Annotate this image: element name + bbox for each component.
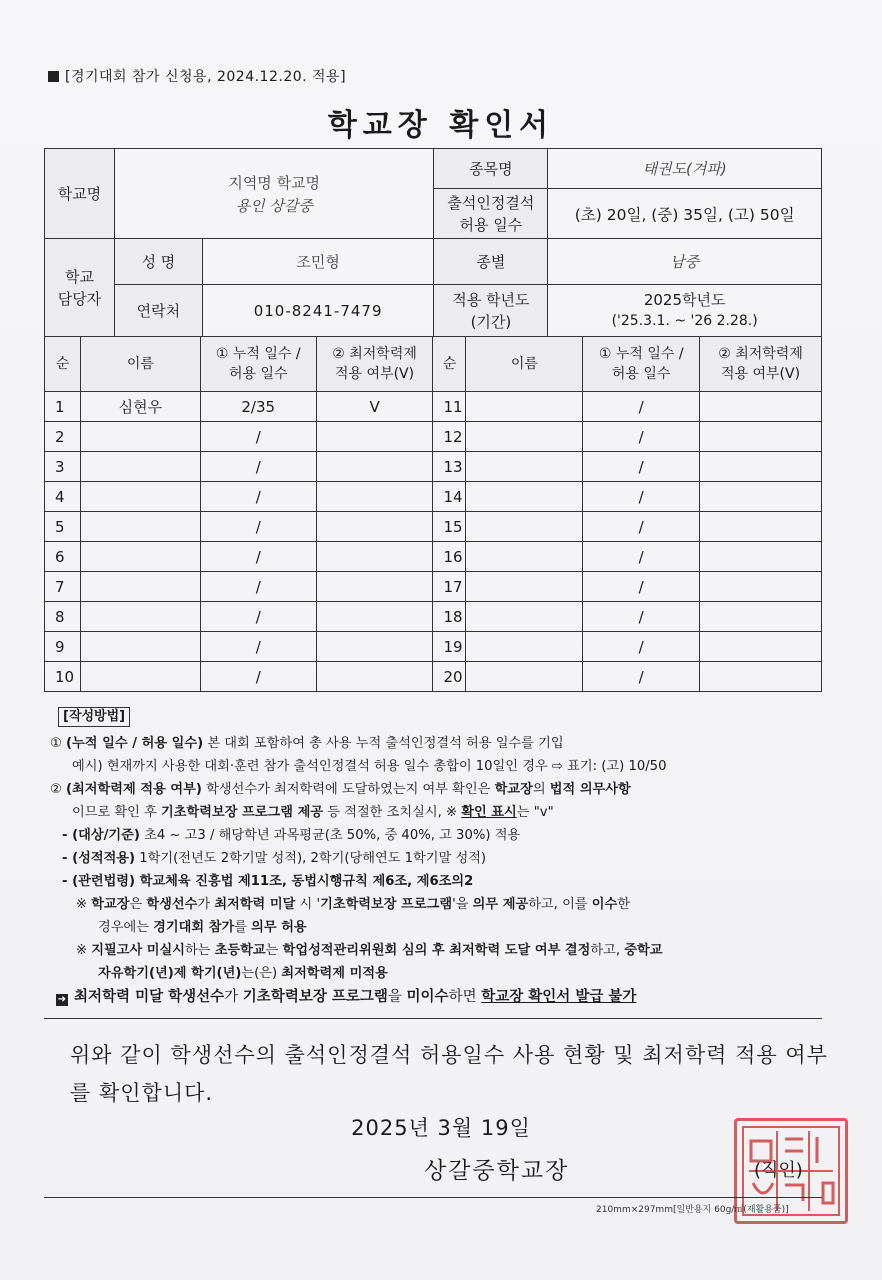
instr-l3-d: 법적 의무사항 (549, 782, 631, 797)
allowed-value: (초) 20일, (중) 35일, (고) 50일 (548, 189, 822, 239)
seal-note: (직인) (754, 1160, 803, 1181)
row-days: / (200, 452, 316, 482)
instr-l8-h: 기초학력보장 프로그램 (320, 897, 453, 912)
row-days: / (583, 452, 700, 482)
row-name: 심현우 (80, 392, 200, 422)
instr-line-4 (50, 801, 830, 824)
final-b: 가 (224, 989, 243, 1005)
row-name (466, 392, 583, 422)
instr-l8-g: 시 ' (295, 897, 321, 912)
instr-line-10 (50, 939, 830, 962)
row-name (80, 632, 200, 662)
name-value: 조민형 (202, 239, 434, 285)
col-name-left: 이름 (80, 337, 200, 392)
instr-line-3 (50, 778, 830, 801)
row-no: 9 (45, 632, 81, 662)
instr-line-2 (50, 755, 830, 778)
instr-line-9 (50, 916, 830, 939)
instr-l8-d: 학생선수 (146, 897, 198, 912)
table-row (45, 512, 822, 542)
row-days: / (200, 542, 316, 572)
row-name (466, 602, 583, 632)
instr-l4-c: 등 적절한 조치실시, ※ (323, 805, 462, 820)
instr-l5-bold: - (대상/기준) (62, 828, 140, 843)
top-note (48, 66, 346, 86)
row-min (700, 422, 822, 452)
row-no: 13 (433, 452, 466, 482)
row-min (316, 512, 433, 542)
instr-line-7 (50, 870, 830, 893)
row-no: 4 (45, 482, 81, 512)
row-name (80, 662, 200, 692)
row-name (466, 542, 583, 572)
year-label-2: (기간) (470, 312, 512, 331)
row-min (316, 632, 433, 662)
col-days-right-2: 허용 일수 (611, 366, 671, 382)
row-name (80, 452, 200, 482)
square-bullet-icon (48, 71, 59, 82)
instr-l9-d: 의무 허용 (251, 920, 307, 935)
year-value: 2025학년도 (643, 290, 726, 309)
table-row (45, 662, 822, 692)
col-min-right (700, 337, 822, 392)
row-name (80, 512, 200, 542)
table-row (45, 392, 822, 422)
col-min-left-1: ② 최저학력제 (332, 346, 417, 362)
confirm-statement: 위와 같이 학생선수의 출석인정결석 허용일수 사용 현황 및 최저학력 적용 여부를 확인합니다. (70, 1043, 828, 1105)
row-min (700, 662, 822, 692)
row-days: 2/35 (200, 392, 316, 422)
row-min (700, 392, 822, 422)
instr-l9-b: 경기대회 참가 (153, 920, 235, 935)
row-days: / (583, 542, 700, 572)
instr-l10-f: 학업성적관리위원회 심의 후 최저학력 도달 여부 결정 (282, 943, 591, 958)
instr-line-11 (50, 962, 830, 985)
instr-l10-h: 중학교 (624, 943, 663, 958)
school-value: 용인 상갈중 (235, 196, 313, 215)
instr-num-2: ② (50, 782, 62, 797)
instr-l2-text: 예시) 현재까지 사용한 대회·훈련 참가 출석인정결석 허용 일수 총합이 10일인 경우 ⇨ 표기: (고) 10/50 (72, 759, 667, 774)
row-name (466, 482, 583, 512)
instr-l8-k: 하고, 이를 (528, 897, 592, 912)
instr-line-1 (50, 732, 830, 755)
final-e: 미이수 (406, 989, 449, 1005)
teacher-label (45, 239, 115, 337)
instr-l10-c: 하는 (185, 943, 215, 958)
instr-line-5 (50, 824, 830, 847)
row-no: 2 (45, 422, 81, 452)
school-cell (114, 149, 434, 239)
allowed-label (434, 189, 548, 239)
col-name-right: 이름 (466, 337, 583, 392)
row-no: 18 (433, 602, 466, 632)
divider-top (44, 1018, 822, 1019)
col-min-right-1: ② 최저학력제 (718, 346, 803, 362)
table-row (45, 452, 822, 482)
signer-name: 상갈중학교장 (424, 1158, 570, 1184)
instr-l11-b: 는(은) (241, 966, 282, 981)
col-min-left-2: 적용 여부(V) (335, 366, 415, 382)
col-no-left: 순 (45, 337, 81, 392)
instr-l3-b: 학교장 (494, 782, 533, 797)
row-days: / (583, 392, 700, 422)
instructions-heading: [작성방법] (58, 707, 130, 727)
instr-l10-g: 하고, (590, 943, 625, 958)
instr-l8-e: 가 (197, 897, 215, 912)
allowed-label-2: 허용 일수 (459, 215, 523, 234)
row-name (466, 572, 583, 602)
row-days: / (200, 632, 316, 662)
row-name (466, 632, 583, 662)
paper-size-note: 210mm×297mm[일반용지 60g/㎡(재활용품)] (596, 1205, 789, 1215)
row-no: 20 (433, 662, 466, 692)
instr-l10-d: 초등학교 (214, 943, 266, 958)
instr-l3-bold: (최저학력제 적용 여부) (66, 782, 202, 797)
instr-l4-d: 확인 표시 (461, 805, 517, 820)
row-days: / (583, 572, 700, 602)
row-days: / (583, 632, 700, 662)
col-no-right: 순 (433, 337, 466, 392)
contact-value: 010-8241-7479 (202, 285, 434, 337)
instr-l9-a: 경우에는 (98, 920, 154, 935)
col-days-right (583, 337, 700, 392)
instr-l3-c: 의 (532, 782, 550, 797)
instr-l8-j: 의무 제공 (472, 897, 529, 912)
table-row (45, 542, 822, 572)
instructions (50, 705, 830, 985)
row-min (700, 452, 822, 482)
row-name (466, 422, 583, 452)
row-days: / (583, 602, 700, 632)
roster-table (44, 336, 822, 692)
instr-l8-c: 은 (129, 897, 147, 912)
instr-l8-i: '을 (452, 897, 473, 912)
teacher-label-2: 담당자 (57, 289, 102, 308)
final-f: 하면 (448, 989, 482, 1005)
instr-l8-a: ※ (76, 897, 92, 912)
row-no: 12 (433, 422, 466, 452)
table-row (45, 482, 822, 512)
row-no: 17 (433, 572, 466, 602)
table-row (45, 632, 822, 662)
contact-label: 연락처 (114, 285, 202, 337)
sport-value: 태권도(겨파) (548, 149, 822, 189)
row-no: 1 (45, 392, 81, 422)
table-row (45, 572, 822, 602)
row-name (80, 542, 200, 572)
col-days-left (200, 337, 316, 392)
table-row (45, 422, 822, 452)
instr-l11-c: 최저학력제 미적용 (281, 966, 388, 981)
row-days: / (200, 602, 316, 632)
roster-body (45, 392, 822, 692)
row-min (700, 602, 822, 632)
instr-l6-bold: - (성적적용) (62, 851, 136, 866)
col-days-left-2: 허용 일수 (228, 366, 288, 382)
instr-l1-text: 본 대회 포함하여 총 사용 누적 출석인정결석 허용 일수를 기입 (203, 736, 564, 751)
instr-l5-text: 초4 ~ 고3 / 해당학년 과목평균(초 50%, 중 40%, 고 30%) 적용 (139, 828, 521, 843)
year-label-1: 적용 학년도 (452, 290, 530, 309)
table-row (45, 602, 822, 632)
col-min-left (316, 337, 433, 392)
category-label: 종별 (434, 239, 548, 285)
row-no: 3 (45, 452, 81, 482)
row-no: 8 (45, 602, 81, 632)
row-no: 10 (45, 662, 81, 692)
row-days: / (200, 662, 316, 692)
row-no: 14 (433, 482, 466, 512)
instr-l10-a: ※ (76, 943, 92, 958)
row-days: / (200, 572, 316, 602)
row-min (316, 452, 433, 482)
instr-l11-a: 자유학기(년)제 학기(년) (98, 966, 242, 981)
final-g: 학교장 확인서 발급 불가 (481, 989, 637, 1005)
row-min (316, 572, 433, 602)
final-d: 을 (387, 989, 407, 1005)
instr-l4-b: 기초학력보장 프로그램 제공 (161, 805, 324, 820)
row-no: 11 (433, 392, 466, 422)
divider-bottom (44, 1197, 822, 1198)
row-name (80, 422, 200, 452)
row-days: / (583, 512, 700, 542)
col-min-right-2: 적용 여부(V) (721, 366, 801, 382)
instr-l8-m: 한 (617, 897, 630, 912)
info-table (44, 148, 822, 337)
instr-num-1: ① (50, 736, 62, 751)
teacher-label-1: 학교 (64, 267, 94, 286)
row-days: / (583, 422, 700, 452)
instr-l8-f: 최저학력 미달 (214, 897, 296, 912)
row-min (700, 512, 822, 542)
row-no: 7 (45, 572, 81, 602)
col-days-right-1: ① 누적 일수 / (598, 346, 684, 362)
row-min (700, 572, 822, 602)
row-days: / (200, 422, 316, 452)
row-no: 6 (45, 542, 81, 572)
instr-line-6 (50, 847, 830, 870)
instr-l8-l: 이수 (591, 897, 618, 912)
school-sub: 지역명 학교명 (228, 173, 321, 192)
row-no: 16 (433, 542, 466, 572)
year-cell (548, 285, 822, 337)
row-name (80, 602, 200, 632)
instr-l7-bold: - (관련법령) 학교체육 진흥법 제11조, 동법시행규칙 제6조, 제6조의2 (62, 874, 474, 889)
top-note-text: [경기대회 참가 신청용, 2024.12.20. 적용] (65, 69, 347, 85)
row-name (80, 572, 200, 602)
document-title: 학교장 확인서 (327, 108, 555, 143)
year-period: ('25.3.1. ~ '26 2.28.) (611, 312, 758, 329)
row-days: / (583, 662, 700, 692)
arrow-box-icon: ➜ (57, 994, 67, 1005)
instr-l9-c: 를 (234, 920, 252, 935)
instr-l8-b: 학교장 (91, 897, 130, 912)
category-value: 남중 (548, 239, 822, 285)
instr-line-8 (50, 893, 830, 916)
row-min (316, 662, 433, 692)
final-notice (56, 985, 636, 1006)
final-a: 최저학력 미달 학생선수 (74, 989, 225, 1005)
row-name (466, 452, 583, 482)
instr-l10-b: 지필고사 미실시 (91, 943, 186, 958)
row-name (466, 512, 583, 542)
row-no: 5 (45, 512, 81, 542)
row-days: / (200, 512, 316, 542)
row-min (700, 632, 822, 662)
instr-l6-text: 1학기(전년도 2학기말 성적), 2학기(당해연도 1학기말 성적) (135, 851, 487, 866)
final-c: 기초학력보장 프로그램 (242, 989, 388, 1005)
row-min (316, 422, 433, 452)
row-min (316, 542, 433, 572)
row-days: / (583, 482, 700, 512)
sport-label: 종목명 (434, 149, 548, 189)
allowed-label-1: 출석인정결석 (447, 193, 535, 212)
year-label (434, 285, 548, 337)
instr-l1-bold: (누적 일수 / 허용 일수) (66, 736, 204, 751)
row-no: 15 (433, 512, 466, 542)
row-min (316, 482, 433, 512)
row-min (316, 602, 433, 632)
instr-l4-a: 이므로 확인 후 (72, 805, 162, 820)
row-min (700, 482, 822, 512)
row-min (700, 542, 822, 572)
row-name (80, 482, 200, 512)
row-days: / (200, 482, 316, 512)
row-min: V (316, 392, 433, 422)
instr-l4-e: 는 "v" (516, 805, 554, 820)
name-label: 성 명 (114, 239, 202, 285)
row-no: 19 (433, 632, 466, 662)
col-days-left-1: ① 누적 일수 / (215, 346, 301, 362)
instr-l10-e: 는 (265, 943, 283, 958)
issue-date: 2025년 3월 19일 (351, 1116, 531, 1140)
row-name (466, 662, 583, 692)
school-label: 학교명 (45, 149, 115, 239)
instr-l3-a: 학생선수가 최저학력에 도달하였는지 여부 확인은 (201, 782, 495, 797)
